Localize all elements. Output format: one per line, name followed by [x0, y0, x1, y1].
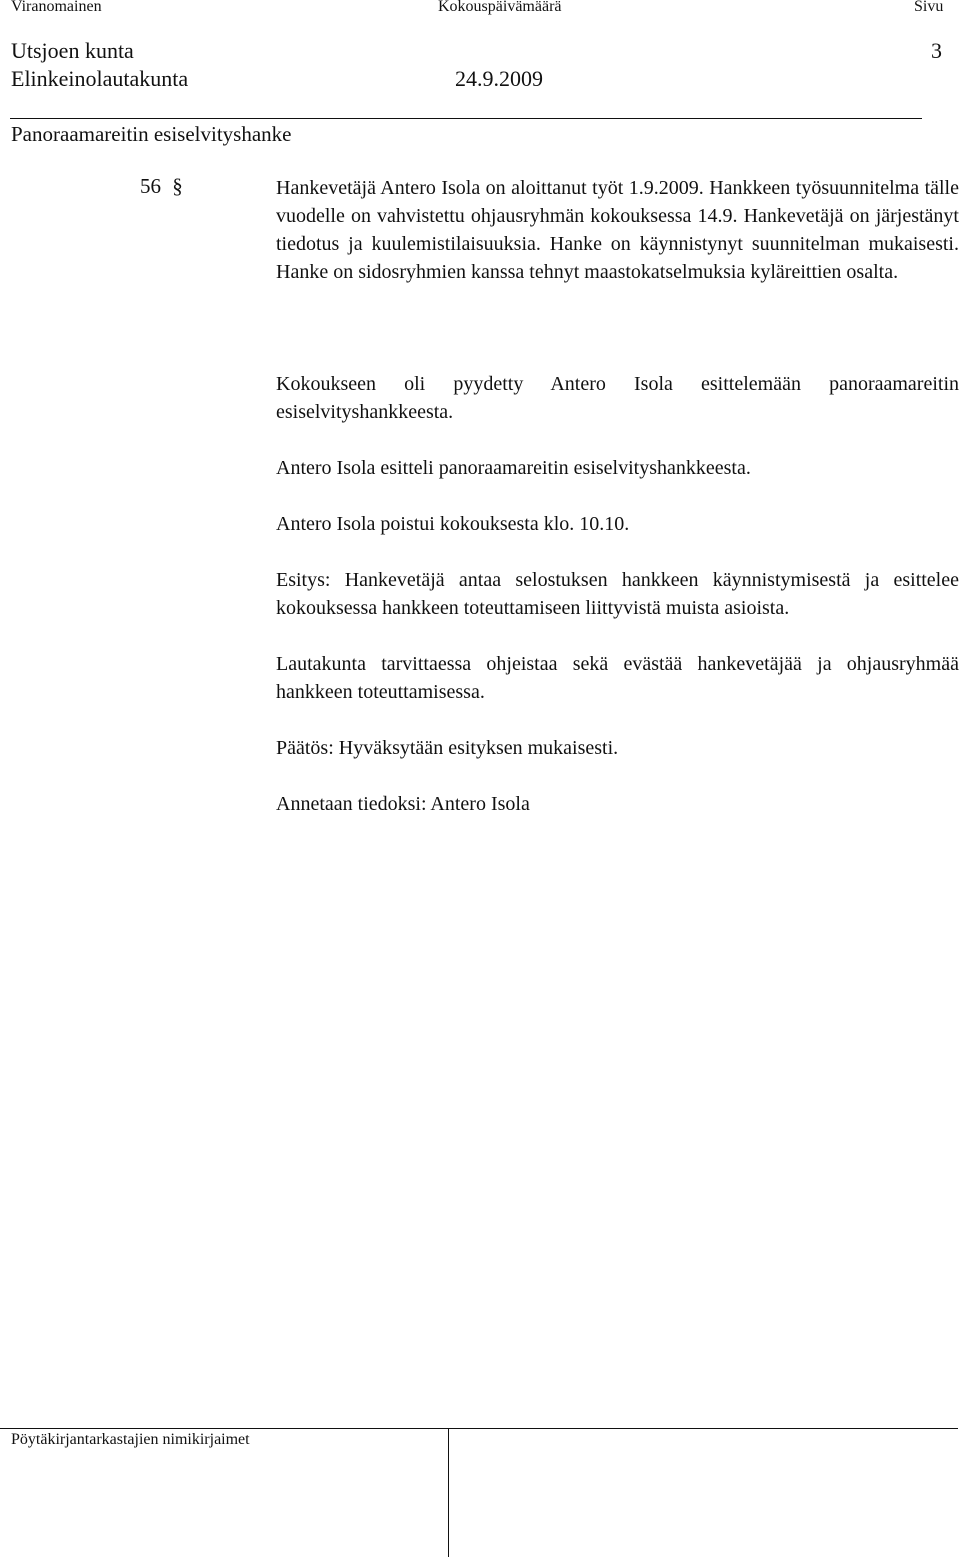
paragraph-departure: Antero Isola poistui kokouksesta klo. 10.10. [276, 513, 630, 535]
municipality-name: Utsjoen kunta [11, 38, 134, 63]
paragraph-notification: Annetaan tiedoksi: Antero Isola [276, 793, 530, 815]
header-date-label: Kokouspäivämäärä [438, 0, 562, 15]
signatures-box [0, 1428, 958, 1557]
paragraph-proposal: Esitys: Hankevetäjä antaa selostuksen hankkeen käynnistymisestä ja esittelee kokouksessa hankkeen toteuttamiseen liittyvistä muista asioista. [276, 569, 959, 619]
paragraph-presentation: Antero Isola esitteli panoraamareitin esiselvityshankkeesta. [276, 457, 751, 479]
item-number [140, 174, 183, 199]
signatures-divider [448, 1429, 449, 1557]
section-divider [10, 118, 922, 119]
paragraph-decision: Päätös: Hyväksytään esityksen mukaisesti. [276, 737, 619, 759]
page-number: 3 [931, 38, 942, 63]
signatures-label: Pöytäkirjantarkastajien nimikirjaimet [11, 1431, 250, 1448]
section-symbol-icon: § [172, 174, 183, 198]
section-title: Panoraamareitin esiselvityshanke [11, 122, 292, 146]
paragraph-summary: Hankevetäjä Antero Isola on aloittanut työt 1.9.2009. Hankkeen työsuunnitelma tälle vuodelle on vahvistettu ohjausryhmän kokouksessa 14.9. Hankevetäjä on järjestänyt tiedotus ja kuulemistilaisuuksia. Hanke on käynnistynyt suunnitelman mukaisesti. Hanke on sidosryhmien kanssa tehnyt maastokatselmuksia kyläreittien osalta. [276, 177, 959, 283]
meeting-date: 24.9.2009 [455, 66, 543, 91]
paragraph-invitation: Kokoukseen oli pyydetty Antero Isola esittelemään panoraamareitin esiselvityshankkeesta. [276, 373, 959, 423]
header-page-label: Sivu [914, 0, 944, 15]
committee-name: Elinkeinolautakunta [11, 66, 189, 91]
header-official-label: Viranomainen [11, 0, 102, 15]
item-number-value: 56 [140, 174, 161, 198]
paragraph-guidance: Lautakunta tarvittaessa ohjeistaa sekä evästää hankevetäjää ja ohjausryhmää hankkeen toteuttamisessa. [276, 653, 959, 703]
